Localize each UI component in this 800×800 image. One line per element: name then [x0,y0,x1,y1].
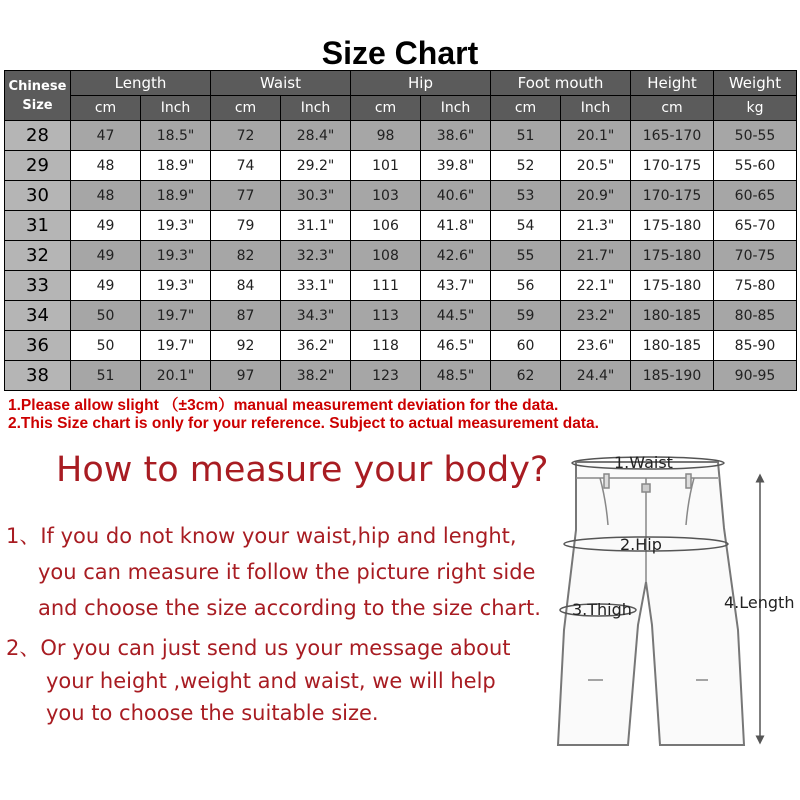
table-cell: 92 [211,331,281,361]
table-cell: 185-190 [631,361,714,391]
table-cell: 77 [211,181,281,211]
table-cell: 40.6" [421,181,491,211]
waist-header: Waist [211,71,351,96]
table-cell: 49 [71,271,141,301]
table-cell: 175-180 [631,241,714,271]
corner-line-1: Chinese [8,78,67,94]
unit-header: cm [631,96,714,121]
unit-header: Inch [421,96,491,121]
table-cell: 29.2" [281,151,351,181]
table-row [5,301,797,331]
size-cell: 34 [5,301,71,331]
table-cell: 32.3" [281,241,351,271]
table-cell: 175-180 [631,271,714,301]
table-row [5,181,797,211]
table-cell: 50 [71,301,141,331]
table-cell: 34.3" [281,301,351,331]
table-cell: 43.7" [421,271,491,301]
table-cell: 111 [351,271,421,301]
table-row [5,361,797,391]
size-cell: 28 [5,121,71,151]
chinese-size-header [5,71,71,121]
table-cell: 19.7" [141,331,211,361]
table-cell: 180-185 [631,301,714,331]
table-cell: 123 [351,361,421,391]
table-cell: 18.9" [141,151,211,181]
table-row [5,331,797,361]
table-row [5,241,797,271]
table-cell: 82 [211,241,281,271]
table-cell: 106 [351,211,421,241]
table-cell: 79 [211,211,281,241]
instruction-line: your height ,weight and waist, we will help [46,669,496,693]
table-cell: 44.5" [421,301,491,331]
table-cell: 21.3" [561,211,631,241]
table-cell: 20.5" [561,151,631,181]
table-cell: 175-180 [631,211,714,241]
unit-header: Inch [561,96,631,121]
table-row [5,121,797,151]
table-cell: 19.3" [141,211,211,241]
table-cell: 23.2" [561,301,631,331]
table-cell: 52 [491,151,561,181]
table-cell: 19.3" [141,241,211,271]
unit-header-row [5,96,797,121]
size-cell: 36 [5,331,71,361]
table-cell: 170-175 [631,151,714,181]
table-cell: 74 [211,151,281,181]
table-cell: 33.1" [281,271,351,301]
table-cell: 65-70 [714,211,797,241]
table-cell: 49 [71,211,141,241]
size-cell: 30 [5,181,71,211]
table-cell: 85-90 [714,331,797,361]
table-cell: 28.4" [281,121,351,151]
table-cell: 55-60 [714,151,797,181]
table-cell: 72 [211,121,281,151]
table-row [5,151,797,181]
size-cell: 38 [5,361,71,391]
table-row [5,271,797,301]
unit-header: Inch [141,96,211,121]
table-cell: 62 [491,361,561,391]
table-cell: 60-65 [714,181,797,211]
table-cell: 180-185 [631,331,714,361]
table-cell: 22.1" [561,271,631,301]
corner-line-2: Size [22,97,53,113]
table-cell: 20.1" [561,121,631,151]
table-cell: 108 [351,241,421,271]
table-cell: 38.6" [421,121,491,151]
note-reference: 2.This Size chart is only for your reference. Subject to actual measurement data. [8,415,599,432]
table-cell: 19.7" [141,301,211,331]
table-cell: 84 [211,271,281,301]
table-cell: 51 [491,121,561,151]
table-cell: 97 [211,361,281,391]
table-cell: 80-85 [714,301,797,331]
table-cell: 47 [71,121,141,151]
table-cell: 20.1" [141,361,211,391]
table-cell: 30.3" [281,181,351,211]
table-cell: 59 [491,301,561,331]
howto-heading: How to measure your body? [56,450,549,490]
table-cell: 49 [71,241,141,271]
table-cell: 54 [491,211,561,241]
table-cell: 101 [351,151,421,181]
size-cell: 31 [5,211,71,241]
table-cell: 53 [491,181,561,211]
table-cell: 48.5" [421,361,491,391]
table-cell: 56 [491,271,561,301]
instruction-line: 1、If you do not know your waist,hip and lenght, [6,524,517,548]
table-cell: 48 [71,181,141,211]
table-cell: 46.5" [421,331,491,361]
length-header: Length [71,71,211,96]
table-cell: 118 [351,331,421,361]
unit-header: cm [491,96,561,121]
table-cell: 18.9" [141,181,211,211]
group-header-row [5,71,797,96]
table-cell: 70-75 [714,241,797,271]
table-cell: 24.4" [561,361,631,391]
table-cell: 60 [491,331,561,361]
table-cell: 48 [71,151,141,181]
table-cell: 21.7" [561,241,631,271]
table-cell: 87 [211,301,281,331]
unit-header: cm [351,96,421,121]
table-cell: 38.2" [281,361,351,391]
table-cell: 113 [351,301,421,331]
table-cell: 23.6" [561,331,631,361]
table-cell: 51 [71,361,141,391]
unit-header: kg [714,96,797,121]
instruction-line: and choose the size according to the size chart. [38,596,541,620]
instruction-line: you can measure it follow the picture right side [38,560,536,584]
note-deviation: 1.Please allow slight （±3cm）manual measurement deviation for the data. [8,397,559,414]
table-cell: 20.9" [561,181,631,211]
table-cell: 50 [71,331,141,361]
table-cell: 19.3" [141,271,211,301]
table-cell: 55 [491,241,561,271]
table-cell: 18.5" [141,121,211,151]
size-cell: 33 [5,271,71,301]
length-label: 4.Length [724,593,795,612]
unit-header: cm [211,96,281,121]
table-cell: 90-95 [714,361,797,391]
table-cell: 50-55 [714,121,797,151]
size-cell: 32 [5,241,71,271]
instruction-line: 2、Or you can just send us your message about [6,636,511,660]
pants-measurement-diagram [548,440,798,800]
table-cell: 103 [351,181,421,211]
size-rows [5,121,797,391]
instruction-line: you to choose the suitable size. [46,701,379,725]
table-cell: 41.8" [421,211,491,241]
hip-label: 2.Hip [620,535,662,554]
height-header: Height [631,71,714,96]
weight-header: Weight [714,71,797,96]
foot-mouth-header: Foot mouth [491,71,631,96]
table-cell: 98 [351,121,421,151]
hip-header: Hip [351,71,491,96]
unit-header: cm [71,96,141,121]
waist-label: 1.Waist [614,453,673,472]
size-cell: 29 [5,151,71,181]
table-cell: 170-175 [631,181,714,211]
table-row [5,211,797,241]
table-cell: 165-170 [631,121,714,151]
table-cell: 31.1" [281,211,351,241]
size-chart-title: Size Chart [321,35,479,71]
thigh-label: 3.Thigh [572,600,632,619]
table-cell: 39.8" [421,151,491,181]
unit-header: Inch [281,96,351,121]
table-cell: 36.2" [281,331,351,361]
table-cell: 42.6" [421,241,491,271]
table-cell: 75-80 [714,271,797,301]
size-table [4,70,797,391]
